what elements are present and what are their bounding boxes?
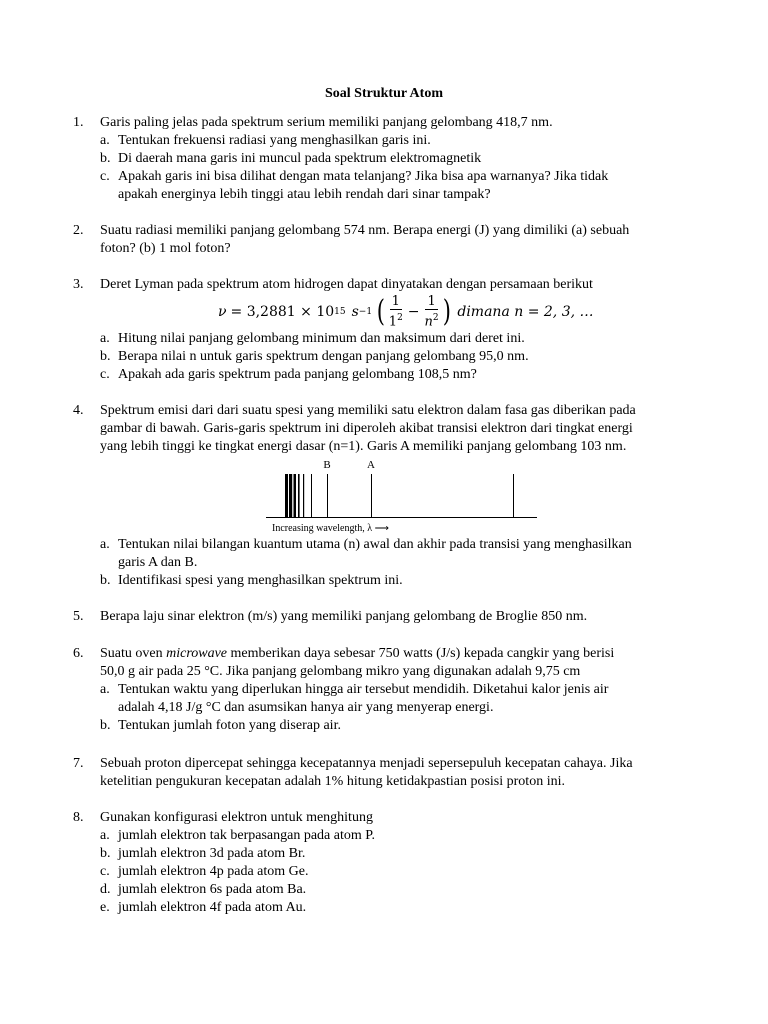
spectrum-lines bbox=[285, 474, 514, 517]
q3-b-text: Berapa nilai n untuk garis spektrum dengan panjang gelombang 95,0 nm. bbox=[118, 349, 529, 364]
q1-a-label: a. bbox=[100, 133, 110, 148]
q4-number: 4. bbox=[73, 403, 84, 418]
q8-a-label: a. bbox=[100, 828, 110, 843]
spectrum-axis-label: Increasing wavelength, λ ⟶ bbox=[272, 523, 389, 534]
q4-text-line3: yang lebih tinggi ke tingkat energi dasar (n=1). Garis A memiliki panjang gelombang 103 nm. bbox=[100, 439, 627, 454]
q1-b-text: Di daerah mana garis ini muncul pada spektrum elektromagnetik bbox=[118, 151, 482, 166]
q3-a-label: a. bbox=[100, 331, 110, 346]
q7-text-line1: Sebuah proton dipercepat sehingga kecepatannya menjadi sepersepuluh kecepatan cahaya. Jika bbox=[100, 756, 633, 771]
emission-spectrum-figure bbox=[258, 457, 548, 537]
q6-b-label: b. bbox=[100, 718, 111, 733]
q1-c-label: c. bbox=[100, 169, 110, 184]
formula-fraction-1: $\frac{1}{1^2}$ bbox=[388, 293, 403, 330]
q8-d-label: d. bbox=[100, 882, 111, 897]
q4-text-line2: gambar di bawah. Garis-garis spektrum ini diperoleh akibat transisi elektron dari tingkat energi bbox=[100, 421, 633, 436]
formula-bracket: ( $\frac{1}{1^2}$ − $\frac{1}{n^2}$ ) bbox=[376, 293, 451, 330]
q4-a-text-line1: Tentukan nilai bilangan kuantum utama (n) awal dan akhir pada transisi yang menghasilkan bbox=[118, 537, 632, 552]
q3-c-label: c. bbox=[100, 367, 110, 382]
q6-microwave-term: microwave bbox=[166, 646, 228, 661]
q7-text-line2: ketelitian pengukuran kecepatan adalah 1% hitung ketidakpastian posisi proton ini. bbox=[100, 774, 565, 789]
q1-c-text-line2: apakah energinya lebih tinggi atau lebih rendah dari sinar tampak? bbox=[118, 187, 491, 202]
q8-c-label: c. bbox=[100, 864, 110, 879]
q6-a-text-line2: adalah 4,18 J/g °C dan asumsikan hanya air yang menyerap energi. bbox=[118, 700, 494, 715]
q4-b-label: b. bbox=[100, 573, 111, 588]
q8-e-text: jumlah elektron 4f pada atom Au. bbox=[118, 900, 307, 915]
spectrum-line-b bbox=[327, 474, 328, 517]
q1-number: 1. bbox=[73, 115, 84, 130]
spectrum-line bbox=[285, 474, 288, 517]
q1-a-text: Tentukan frekuensi radiasi yang menghasilkan garis ini. bbox=[118, 133, 431, 148]
q5-text: Berapa laju sinar elektron (m/s) yang memiliki panjang gelombang de Broglie 850 nm. bbox=[100, 609, 588, 624]
lyman-formula bbox=[218, 292, 594, 332]
q3-c-text: Apakah ada garis spektrum pada panjang gelombang 108,5 nm? bbox=[118, 367, 477, 382]
q4-text-line1: Spektrum emisi dari dari suatu spesi yang memiliki satu elektron dalam fasa gas diberikan pada bbox=[100, 403, 636, 418]
q2-text-line1: Suatu radiasi memiliki panjang gelombang 574 nm. Berapa energi (J) yang dimiliki (a) sebuah bbox=[100, 223, 630, 238]
q6-number: 6. bbox=[73, 646, 84, 661]
formula-unit-exponent: −1 bbox=[358, 307, 373, 317]
formula-fraction-2: $\frac{1}{n^2}$ bbox=[424, 293, 439, 330]
spectrum-line bbox=[298, 474, 300, 517]
q8-c-text: jumlah elektron 4p pada atom Ge. bbox=[118, 864, 309, 879]
spectrum-line bbox=[513, 474, 514, 517]
page-title: Soal Struktur Atom bbox=[325, 86, 443, 101]
formula-constant: = 3,2881 × 10 bbox=[230, 304, 335, 320]
q6-text-line1: Suatu oven microwave memberikan daya sebesar 750 watts (J/s) kepada cangkir yang berisi bbox=[100, 646, 615, 661]
q6-a-text-line1: Tentukan waktu yang diperlukan hingga air tersebut mendidih. Diketahui kalor jenis air bbox=[118, 682, 609, 697]
q3-b-label: b. bbox=[100, 349, 111, 364]
q3-text: Deret Lyman pada spektrum atom hidrogen dapat dinyatakan dengan persamaan berikut bbox=[100, 277, 593, 292]
q1-c-text-line1: Apakah garis ini bisa dilihat dengan mata telanjang? Jika bisa apa warnanya? Jika tidak bbox=[118, 169, 609, 184]
q8-text: Gunakan konfigurasi elektron untuk menghitung bbox=[100, 810, 373, 825]
q4-a-text-line2: garis A dan B. bbox=[118, 555, 198, 570]
formula-unit: s bbox=[351, 304, 359, 320]
q1-b-label: b. bbox=[100, 151, 111, 166]
spectrum-line bbox=[289, 474, 292, 517]
q8-b-label: b. bbox=[100, 846, 111, 861]
formula-exponent: 15 bbox=[334, 307, 346, 317]
q6-text-line2: 50,0 g air pada 25 °C. Jika panjang gelombang mikro yang digunakan adalah 9,75 cm bbox=[100, 664, 581, 679]
q8-e-label: e. bbox=[100, 900, 110, 915]
q8-d-text: jumlah elektron 6s pada atom Ba. bbox=[118, 882, 307, 897]
q8-number: 8. bbox=[73, 810, 84, 825]
spectrum-line-a bbox=[371, 474, 372, 517]
spectrum-line bbox=[311, 474, 312, 517]
q2-number: 2. bbox=[73, 223, 84, 238]
q8-b-text: jumlah elektron 3d pada atom Br. bbox=[118, 846, 306, 861]
q6-b-text: Tentukan jumlah foton yang diserap air. bbox=[118, 718, 341, 733]
q2-text-line2: foton? (b) 1 mol foton? bbox=[100, 241, 231, 256]
q3-number: 3. bbox=[73, 277, 84, 292]
q6-a-label: a. bbox=[100, 682, 110, 697]
q5-number: 5. bbox=[73, 609, 84, 624]
formula-condition: dimana n = 2, 3, … bbox=[457, 304, 594, 320]
q1-text: Garis paling jelas pada spektrum serium memiliki panjang gelombang 418,7 nm. bbox=[100, 115, 553, 130]
q4-a-label: a. bbox=[100, 537, 110, 552]
spectrum-label-b: B bbox=[323, 459, 331, 471]
spectrum-label-a: A bbox=[367, 459, 375, 471]
formula-nu: ν bbox=[218, 304, 227, 320]
spectrum-line bbox=[303, 474, 304, 517]
q4-b-text: Identifikasi spesi yang menghasilkan spektrum ini. bbox=[118, 573, 403, 588]
q8-a-text: jumlah elektron tak berpasangan pada atom P. bbox=[118, 828, 375, 843]
spectrum-line bbox=[294, 474, 297, 517]
q7-number: 7. bbox=[73, 756, 84, 771]
q3-a-text: Hitung nilai panjang gelombang minimum dan maksimum dari deret ini. bbox=[118, 331, 525, 346]
